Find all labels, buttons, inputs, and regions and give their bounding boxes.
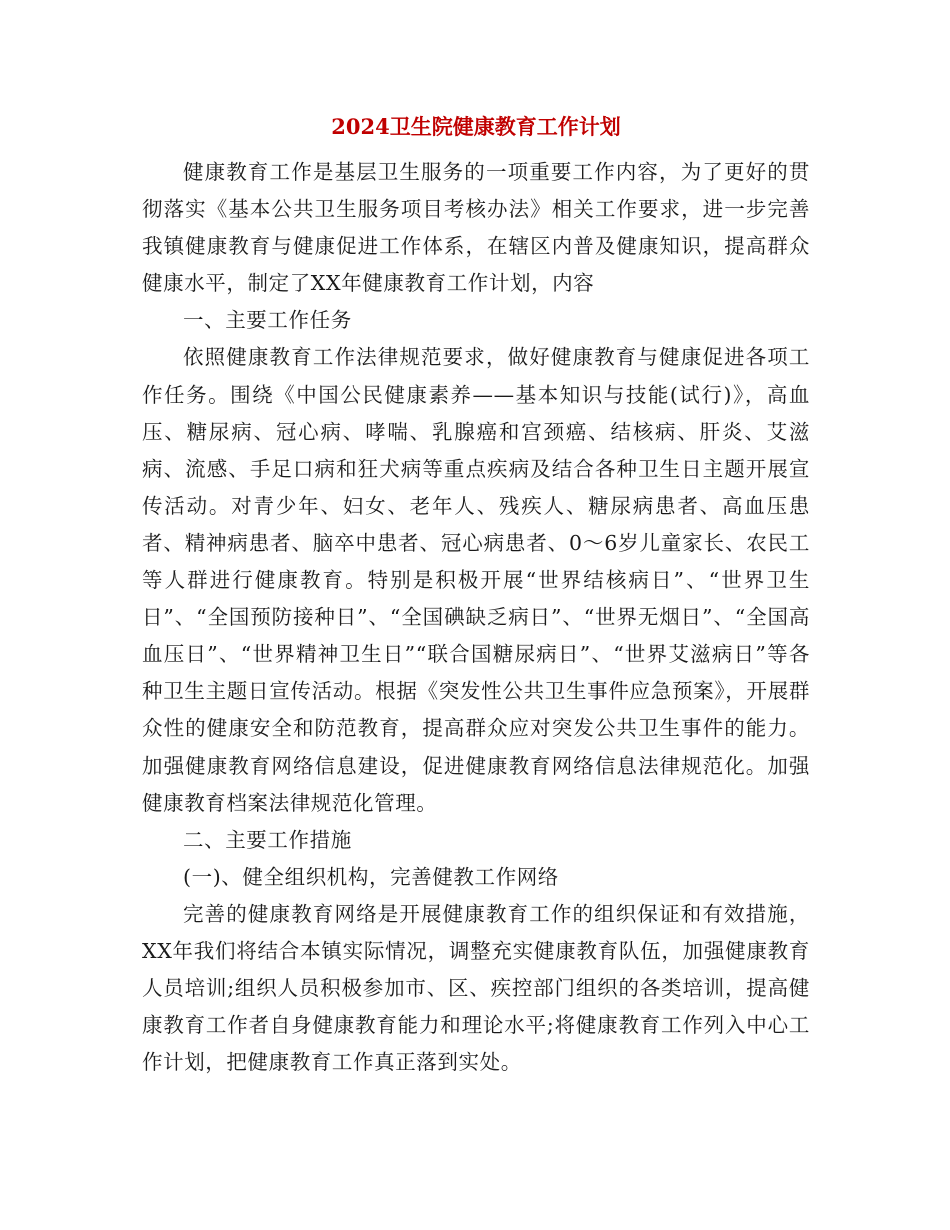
paragraph-intro: 健康教育工作是基层卫生服务的一项重要工作内容，为了更好的贯彻落实《基本公共卫生服务项目考核办法》相关工作要求，进一步完善我镇健康教育与健康促进工作体系，在辖区内普及健康知识，提高群众健康水平，制定了XX年健康教育工作计划，内容 (142, 160, 810, 296)
subsection-heading-organization: (一)、健全组织机构，完善健教工作网络 (183, 864, 559, 889)
paragraph-organization: 完善的健康教育网络是开展健康教育工作的组织保证和有效措施，XX年我们将结合本镇实际情况，调整充实健康教育队伍，加强健康教育人员培训;组织人员积极参加市、区、疾控部门组织的各类培训，提高健康教育工作者自身健康教育能力和理论水平;将健康教育工作列入中心工作计划，把健康教育工作真正落到实处。 (142, 901, 810, 1075)
section-heading-measures: 二、主要工作措施 (183, 827, 352, 852)
paragraph-tasks: 依照健康教育工作法律规范要求，做好健康教育与健康促进各项工作任务。围绕《中国公民健康素养——基本知识与技能(试行)》，高血压、糖尿病、冠心病、哮喘、乳腺癌和宫颈癌、结核病、肝炎、艾滋病、流感、手足口病和狂犬病等重点疾病及结合各种卫生日主题开展宣传活动。对青少年、妇女、老年人、残疾人、糖尿病患者、高血压患者、精神病患者、脑卒中患者、冠心病患者、0～6岁儿童家长、农民工等人群进行健康教育。特别是积极开展“世界结核病日”、“世界卫生日”、“全国预防接种日”、“全国碘缺乏病日”、“世界无烟日”、“全国高血压日”、“世界精神卫生日”“联合国糖尿病日”、“世界艾滋病日”等各种卫生主题日宣传活动。根据《突发性公共卫生事件应急预案》，开展群众性的健康安全和防范教育，提高群众应对突发公共卫生事件的能力。加强健康教育网络信息建设，促进健康教育网络信息法律规范化。加强健康教育档案法律规范化管理。 (142, 345, 810, 815)
document-title: 2024卫生院健康教育工作计划 (331, 114, 621, 139)
section-heading-tasks: 一、主要工作任务 (183, 308, 352, 333)
